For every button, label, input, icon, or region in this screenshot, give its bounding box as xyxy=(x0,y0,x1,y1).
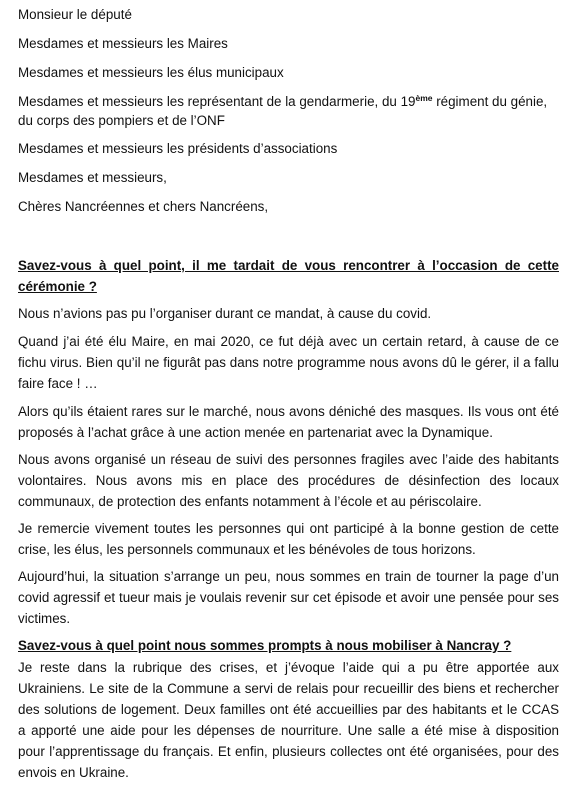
salutation-representants-cont: du corps des pompiers et de l’ONF xyxy=(18,113,225,128)
section1-paragraph-4: Nous avons organisé un réseau de suivi des personnes fragiles avec l’aide des habitants volontaires. Nous avons mis en place des procédures de désinfection des locaux communaux, de protection des enfants notamment à l’école et au périscolaire. xyxy=(18,452,559,509)
section1-heading: Savez-vous à quel point, il me tardait de vous rencontrer à l’occasion de cette cérémonie ? xyxy=(18,258,559,294)
representants-text-b: régiment du génie, xyxy=(432,94,548,109)
salutation-depute: Monsieur le député xyxy=(18,7,132,22)
section1-paragraph-6: Aujourd’hui, la situation s’arrange un peu, nous sommes en train de tourner la page d’un covid agressif et tueur mais je voulais revenir sur cet épisode et avoir une pensée pour ses victimes. xyxy=(18,569,559,626)
section1-paragraph-3: Alors qu’ils étaient rares sur le marché, nous avons déniché des masques. Ils vous ont été proposés à l’achat grâce à une action menée en partenariat avec la Dynamique. xyxy=(18,404,559,440)
section1-paragraph-2: Quand j’ai été élu Maire, en mai 2020, ce fut déjà avec un certain retard, à cause de ce fichu virus. Bien qu’il ne figurât pas dans notre programme nous avons dû le gérer, il a fallu faire face ! … xyxy=(18,334,559,391)
representants-text-a: Mesdames et messieurs les représentant de la gendarmerie, du 19 xyxy=(18,94,416,109)
salutation-cheres: Chères Nancréennes et chers Nancréens, xyxy=(18,199,269,214)
salutation-presidents: Mesdames et messieurs les présidents d’associations xyxy=(18,141,338,156)
salutation-elus: Mesdames et messieurs les élus municipaux xyxy=(18,65,284,80)
salutation-representants xyxy=(18,93,547,111)
section1-paragraph-5: Je remercie vivement toutes les personnes qui ont participé à la bonne gestion de cette crise, les élus, les personnels communaux et les bénévoles de tous horizons. xyxy=(18,521,559,557)
section2-heading: Savez-vous à quel point nous sommes prompts à nous mobiliser à Nancray ? xyxy=(18,638,512,653)
salutation-mesdames: Mesdames et messieurs, xyxy=(18,170,167,185)
section2-paragraph-1: Je reste dans la rubrique des crises, et j’évoque l’aide qui a pu être apportée aux Ukrainiens. Le site de la Commune a servi de relais pour recueillir des biens et rechercher des solutions de logement. Deux familles ont été accueillies par des habitants et le CCAS a apporté une aide pour les dépenses de nourriture. Une salle a été mise à disposition pour l’apprentissage du français. Et enfin, plusieurs collectes ont été organisées, pour des envois en Ukraine. xyxy=(18,660,559,780)
representants-superscript: ème xyxy=(415,93,433,103)
salutation-maires: Mesdames et messieurs les Maires xyxy=(18,36,228,51)
section1-paragraph-1: Nous n’avions pas pu l’organiser durant ce mandat, à cause du covid. xyxy=(18,306,432,321)
